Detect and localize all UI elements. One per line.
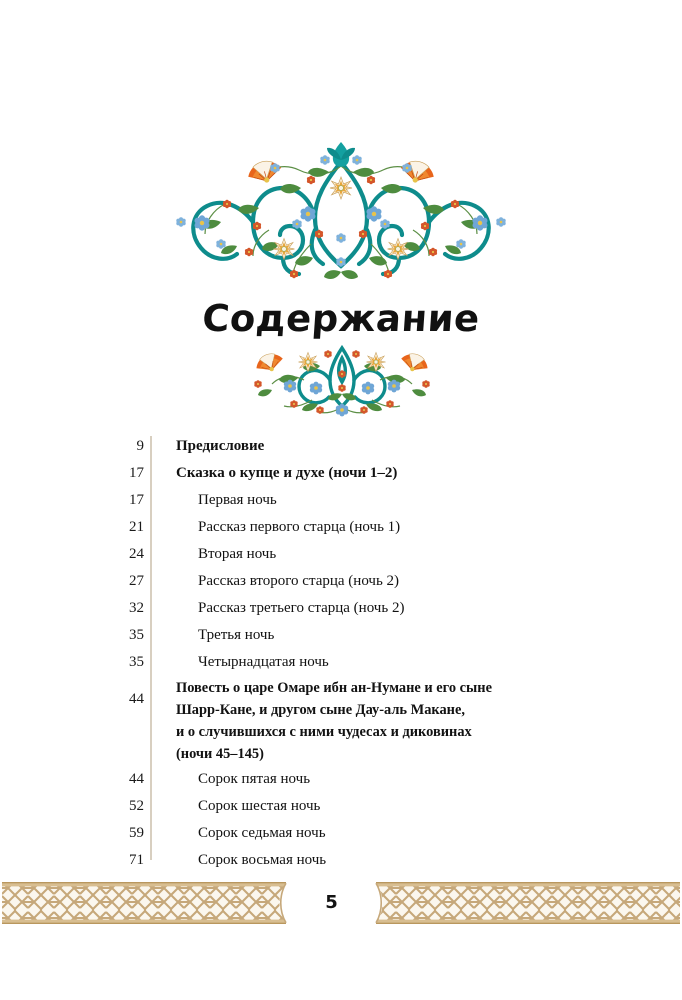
toc-entry-page: 44: [129, 771, 144, 787]
toc-entry[interactable]: [96, 794, 596, 819]
toc-entry-label: [154, 569, 399, 594]
toc-entry-label-line: Сорок шестая ночь: [198, 798, 321, 814]
toc-entry[interactable]: [96, 488, 596, 513]
toc-entry-label-line: Третья ночь: [198, 627, 275, 643]
toc-entry[interactable]: [96, 596, 596, 621]
toc-entry-label-line: Сорок седьмая ночь: [198, 825, 326, 841]
toc-entry-page: 44: [129, 691, 144, 707]
toc-entry-page: 9: [136, 438, 144, 454]
toc-entry-label: [154, 767, 310, 792]
toc-entry-label: [154, 794, 320, 819]
toc-entry-page: 35: [129, 627, 144, 643]
toc-entry-label-line: Первая ночь: [198, 492, 277, 508]
toc-entry-label: [154, 488, 277, 513]
toc-entry[interactable]: [96, 821, 596, 846]
toc-entry-page: 21: [129, 519, 144, 535]
toc-entry-page: 59: [129, 825, 144, 841]
toc-entry-label-line: и о случившихся с ними чудесах и диковинах: [176, 724, 472, 740]
toc-entry[interactable]: [96, 650, 596, 675]
toc-entry-label-line: Предисловие: [176, 438, 265, 454]
toc-entry-label: [154, 515, 400, 540]
toc-entry-label: [154, 542, 276, 567]
toc-entry-label-line: Сказка о купце и духе (ночи 1–2): [176, 465, 398, 481]
toc-entry-label: [154, 848, 326, 873]
toc-entry[interactable]: [96, 461, 596, 486]
toc-entry-label-line: Четырнадцатая ночь: [198, 654, 329, 670]
toc-entry-label-line: Рассказ третьего старца (ночь 2): [198, 600, 405, 616]
toc-entry-label: [154, 677, 492, 765]
toc-entry[interactable]: [96, 623, 596, 648]
toc-entry-label: [154, 623, 274, 648]
toc-entry-label: [154, 434, 264, 459]
toc-entry-label-line: Сорок пятая ночь: [198, 771, 311, 787]
toc-entry-label-line: Шарр-Кане, и другом сыне Дау-аль Макане,: [176, 702, 465, 718]
toc-entry-page: 32: [129, 600, 144, 616]
header-floral-ornament-icon: [161, 126, 521, 284]
toc-entry[interactable]: [96, 677, 596, 765]
toc-entry[interactable]: [96, 542, 596, 567]
footer-band-left-icon: [2, 880, 294, 926]
toc-entry[interactable]: [96, 569, 596, 594]
toc-entry-label-line: (ночи 45–145): [176, 746, 264, 762]
toc-entry-label-line: Повесть о царе Омаре ибн ан-Нумане и его сыне: [176, 680, 492, 696]
toc-entry[interactable]: [96, 767, 596, 792]
toc-entry-page: 17: [129, 492, 144, 508]
toc-entry-label: [154, 461, 397, 486]
toc-entry[interactable]: [96, 515, 596, 540]
toc-entry-label-line: Рассказ второго старца (ночь 2): [198, 573, 400, 589]
sub-floral-ornament-icon: [228, 336, 456, 418]
page-number: 5: [325, 892, 338, 913]
toc-entry-label-line: Сорок восьмая ночь: [198, 852, 327, 868]
toc-entry-page: 35: [129, 654, 144, 670]
toc-entry-page: 17: [129, 465, 144, 481]
footer-band-right-icon: [370, 880, 680, 926]
toc-entry-label: [154, 650, 329, 675]
toc-entry-page: 71: [129, 852, 144, 868]
toc-entry-label: [154, 821, 326, 846]
toc-entry-label: [154, 596, 404, 621]
toc-entry-page: 24: [129, 546, 144, 562]
toc-entry-page: 52: [129, 798, 144, 814]
table-of-contents: [96, 434, 596, 875]
toc-entry-page: 27: [129, 573, 144, 589]
toc-entry[interactable]: [96, 434, 596, 459]
toc-entry-label-line: Вторая ночь: [198, 546, 277, 562]
page-title: Содержание: [200, 297, 482, 340]
toc-entry-label-line: Рассказ первого старца (ночь 1): [198, 519, 401, 535]
toc-entry[interactable]: [96, 848, 596, 873]
